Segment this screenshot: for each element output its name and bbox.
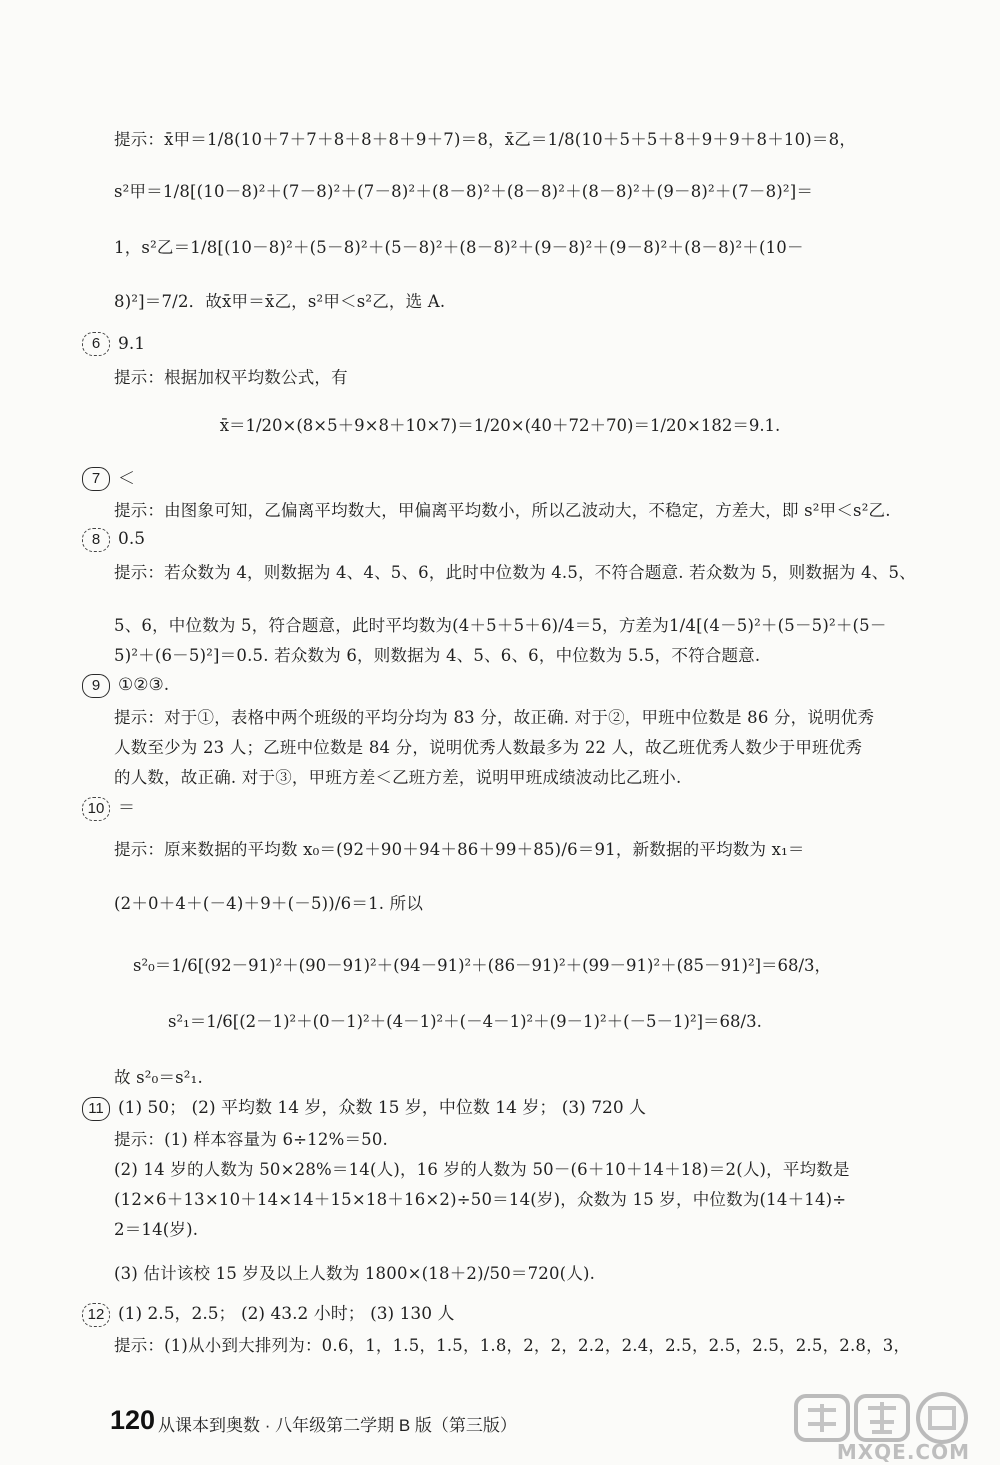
q10-formula-2: s²₁＝1/6[(2－1)²＋(0－1)²＋(4－1)²＋(－4－1)²＋(9－1)²＋(－5－1)²]＝68/3.	[168, 1012, 762, 1031]
q11-hint-line-4: 2＝14(岁).	[114, 1220, 199, 1239]
q11-hint-line-1: 提示：(1) 样本容量为 6÷12%＝50.	[114, 1130, 388, 1149]
question-number-10: 10	[82, 797, 110, 821]
q10-answer: ＝	[118, 798, 135, 818]
q8-hint-line-1: 提示：若众数为 4，则数据为 4、4、5、6，此时中位数为 4.5，不符合题意. 若众数为 5，则数据为 4、5、	[114, 563, 916, 582]
q6-formula: x̄＝1/20×(8×5＋9×8＋10×7)＝1/20×(40＋72＋70)＝1/20×182＝9.1.	[219, 416, 781, 435]
question-number-7: 7	[82, 467, 110, 491]
q12-hint: 提示：(1)从小到大排列为：0.6，1，1.5，1.5，1.8，2，2，2.2，2.4，2.5，2.5，2.5，2.5，2.8，3，	[114, 1336, 911, 1355]
q11-answer: (1) 50； (2) 平均数 14 岁，众数 15 岁，中位数 14 岁； (3) 720 人	[118, 1098, 647, 1118]
q12-answer: (1) 2.5，2.5； (2) 43.2 小时； (3) 130 人	[118, 1304, 455, 1324]
question-number-9: 9	[82, 674, 110, 698]
q10-formula-1: s²₀＝1/6[(92－91)²＋(90－91)²＋(94－91)²＋(86－91)²＋(99－91)²＋(85－91)²]＝68/3，	[133, 956, 832, 975]
q10-hint-line-2: (2＋0＋4＋(－4)＋9＋(－5))/6＝1. 所以	[114, 894, 424, 913]
q11-hint-line-3: (12×6＋13×10＋14×14＋15×18＋16×2)÷50＝14(岁)，众数为 15 岁，中位数为(14＋14)÷	[114, 1190, 847, 1209]
q5-hint-line-1: 提示：x̄甲＝1/8(10＋7＋7＋8＋8＋8＋9＋7)＝8，x̄乙＝1/8(10＋5＋5＋8＋9＋9＋8＋10)＝8，	[114, 130, 857, 149]
q7-hint: 提示：由图象可知，乙偏离平均数大，甲偏离平均数小，所以乙波动大，不稳定，方差大，即 s²甲＜s²乙.	[114, 501, 891, 520]
question-number-8: 8	[82, 528, 110, 552]
page-number: 120	[110, 1405, 156, 1435]
question-number-12: 12	[82, 1303, 110, 1327]
q9-hint-line-3: 的人数，故正确. 对于③，甲班方差＜乙班方差，说明甲班成绩波动比乙班小.	[114, 768, 682, 787]
q6-hint: 提示：根据加权平均数公式，有	[114, 368, 348, 387]
q9-hint-line-1: 提示：对于①，表格中两个班级的平均分均为 83 分，故正确. 对于②，甲班中位数是 86 分，说明优秀	[114, 708, 875, 727]
q9-answer: ①②③.	[118, 675, 170, 695]
book-title: 从课本到奥数 · 八年级第二学期 B 版（第三版）	[158, 1416, 517, 1435]
q10-conclusion: 故 s²₀＝s²₁.	[114, 1068, 203, 1087]
q11-hint-line-2: (2) 14 岁的人数为 50×28%＝14(人)，16 岁的人数为 50－(6＋10＋14＋18)＝2(人)，平均数是	[114, 1160, 850, 1179]
q6-answer: 9.1	[118, 334, 146, 354]
q8-hint-line-3: 5)²＋(6－5)²]＝0.5. 若众数为 6，则数据为 4、5、6、6，中位数为 5.5，不符合题意.	[114, 646, 761, 665]
q5-hint-line-3: 1，s²乙＝1/8[(10－8)²＋(5－8)²＋(5－8)²＋(8－8)²＋(9－8)²＋(9－8)²＋(8－8)²＋(10－	[114, 238, 804, 257]
q7-answer: ＜	[118, 469, 135, 489]
q11-hint-line-5: (3) 估计该校 15 岁及以上人数为 1800×(18＋2)/50＝720(人).	[114, 1264, 596, 1283]
q9-hint-line-2: 人数至少为 23 人；乙班中位数是 84 分，说明优秀人数最多为 22 人，故乙班优秀人数少于甲班优秀	[114, 738, 863, 757]
question-number-11: 11	[82, 1097, 110, 1121]
q8-answer: 0.5	[118, 529, 146, 549]
q10-hint-line-1: 提示：原来数据的平均数 x₀＝(92＋90＋94＋86＋99＋85)/6＝91，新数据的平均数为 x₁＝	[114, 840, 805, 859]
q5-hint-line-4: 8)²]＝7/2．故x̄甲＝x̄乙，s²甲＜s²乙，选 A.	[114, 292, 446, 311]
q8-hint-line-2: 5、6，中位数为 5，符合题意，此时平均数为(4＋5＋5＋6)/4＝5，方差为1/4[(4－5)²＋(5－5)²＋(5－	[114, 616, 887, 635]
watermark-url: MXQE.COM	[836, 1440, 970, 1464]
q5-hint-line-2: s²甲＝1/8[(10－8)²＋(7－8)²＋(7－8)²＋(8－8)²＋(8－8)²＋(8－8)²＋(9－8)²＋(7－8)²]＝	[114, 182, 814, 201]
question-number-6: 6	[82, 332, 110, 356]
